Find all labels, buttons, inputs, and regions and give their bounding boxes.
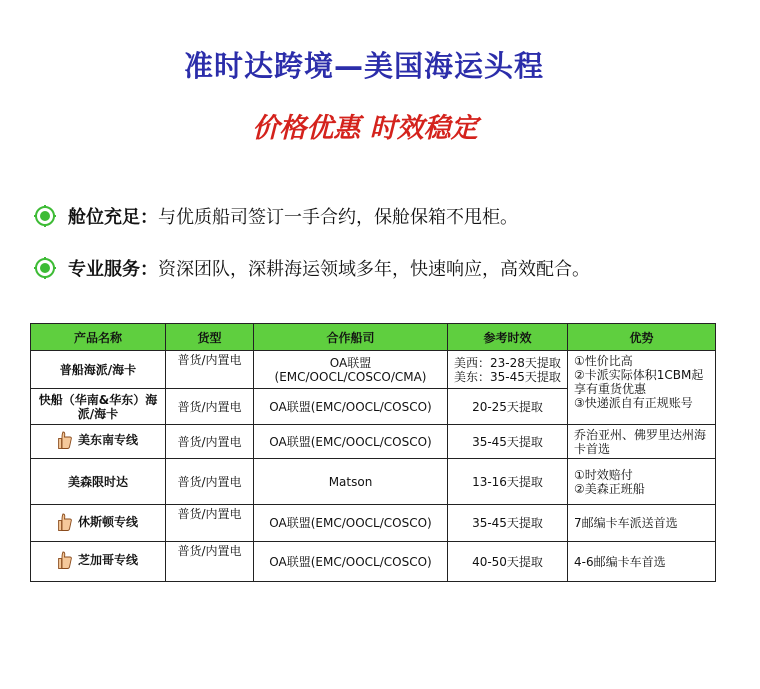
cargo-type: 普货/内置电 bbox=[166, 542, 254, 582]
carrier: OA联盟 (EMC/OOCL/COSCO/CMA) bbox=[254, 351, 448, 389]
transit-time: 美西：23-28天提取 美东：35-45天提取 bbox=[448, 351, 568, 389]
carrier: OA联盟(EMC/OOCL/COSCO) bbox=[254, 425, 448, 459]
advantage-item: 乔治亚州、佛罗里达州海卡首选 bbox=[574, 428, 707, 456]
feature-label: 舱位充足： bbox=[68, 207, 158, 228]
feature-service bbox=[34, 255, 590, 281]
carrier: Matson bbox=[254, 459, 448, 505]
transit-time: 20-25天提取 bbox=[448, 389, 568, 425]
col-header-carrier: 合作船司 bbox=[254, 324, 448, 351]
advantage-item: ①时效赔付 bbox=[574, 467, 633, 482]
col-header-cargo: 货型 bbox=[166, 324, 254, 351]
target-icon bbox=[34, 257, 56, 279]
page-subtitle: 价格优惠 时效稳定 bbox=[252, 113, 478, 144]
product-name: 芝加哥专线 bbox=[77, 553, 138, 567]
cargo-type: 普货/内置电 bbox=[166, 351, 254, 389]
cargo-type: 普货/内置电 bbox=[166, 505, 254, 542]
table-header-row bbox=[31, 324, 716, 351]
advantage-item: 4-6邮编卡车首选 bbox=[574, 554, 666, 569]
advantages bbox=[568, 351, 716, 425]
target-icon bbox=[34, 205, 56, 227]
product-name-cell bbox=[31, 505, 166, 542]
advantages bbox=[568, 505, 716, 542]
feature-text: 与优质船司签订一手合约，保舱保箱不甩柜。 bbox=[158, 207, 518, 228]
col-header-product: 产品名称 bbox=[31, 324, 166, 351]
product-name: 普船海派/海卡 bbox=[31, 351, 166, 389]
cargo-type: 普货/内置电 bbox=[166, 425, 254, 459]
col-header-time: 参考时效 bbox=[448, 324, 568, 351]
carrier: OA联盟(EMC/OOCL/COSCO) bbox=[254, 542, 448, 582]
product-name: 美东南专线 bbox=[77, 433, 138, 447]
cargo-type: 普货/内置电 bbox=[166, 389, 254, 425]
col-header-advantage: 优势 bbox=[568, 324, 716, 351]
carrier: OA联盟(EMC/OOCL/COSCO) bbox=[254, 389, 448, 425]
transit-time: 40-50天提取 bbox=[448, 542, 568, 582]
table-row bbox=[31, 425, 716, 459]
carrier: OA联盟(EMC/OOCL/COSCO) bbox=[254, 505, 448, 542]
feature-label: 专业服务： bbox=[68, 259, 158, 280]
table-row bbox=[31, 542, 716, 582]
advantage-item: ②卡派实际体积1CBM起享有重货优惠 bbox=[574, 368, 704, 396]
table-row bbox=[31, 505, 716, 542]
transit-time: 35-45天提取 bbox=[448, 425, 568, 459]
thumbs-up-icon bbox=[58, 551, 72, 569]
advantages bbox=[568, 459, 716, 505]
product-name-cell bbox=[31, 542, 166, 582]
product-name: 休斯顿专线 bbox=[77, 514, 138, 529]
page-title: 准时达跨境—美国海运头程 bbox=[183, 49, 544, 83]
product-name-cell bbox=[31, 425, 166, 459]
table-row bbox=[31, 459, 716, 505]
advantage-item: ③快递派自有正规账号 bbox=[574, 396, 693, 410]
feature-text: 资深团队，深耕海运领域多年，快速响应，高效配合。 bbox=[158, 259, 590, 280]
product-table bbox=[30, 323, 716, 582]
feature-cabin bbox=[34, 203, 518, 229]
transit-time: 35-45天提取 bbox=[448, 505, 568, 542]
advantage-item: ②美森正班船 bbox=[574, 481, 645, 496]
cargo-type: 普货/内置电 bbox=[166, 459, 254, 505]
product-name: 快船（华南&华东）海派/海卡 bbox=[31, 389, 166, 425]
thumbs-up-icon bbox=[58, 431, 72, 449]
advantages bbox=[568, 542, 716, 582]
table-row bbox=[31, 351, 716, 389]
advantage-item: ①性价比高 bbox=[574, 354, 633, 368]
transit-time: 13-16天提取 bbox=[448, 459, 568, 505]
advantages bbox=[568, 425, 716, 459]
product-name: 美森限时达 bbox=[31, 459, 166, 505]
advantage-item: 7邮编卡车派送首选 bbox=[574, 516, 678, 530]
thumbs-up-icon bbox=[58, 513, 72, 531]
